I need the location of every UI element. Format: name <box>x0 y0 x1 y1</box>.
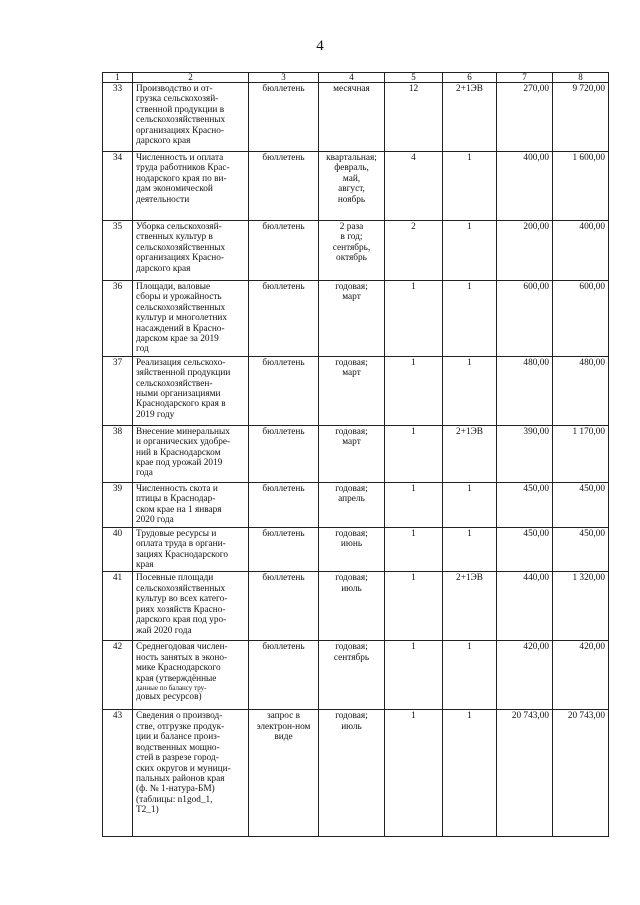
periodicity-cell-line: июль <box>341 721 362 732</box>
copies-cell: 1 <box>443 152 497 221</box>
price-cell: 200,00 <box>497 221 553 281</box>
header-cell: 6 <box>443 73 497 83</box>
publication-name-cell <box>133 152 249 221</box>
publication-name-cell-line: года <box>136 468 153 479</box>
table-row <box>103 425 609 482</box>
publication-type-cell: бюллетень <box>249 482 319 527</box>
header-cell: 5 <box>385 73 443 83</box>
publication-name-cell-line: (ф. № 1-натура-БМ) <box>136 784 215 795</box>
total-cell: 600,00 <box>553 281 609 357</box>
publication-type-cell: бюллетень <box>249 152 319 221</box>
row-number-cell: 40 <box>103 527 133 572</box>
publication-name-cell-line: ными организациями <box>136 389 221 400</box>
publication-type-cell: бюллетень <box>249 221 319 281</box>
periodicity-cell-line: май, <box>342 173 361 184</box>
publication-name-cell-line: 2019 году <box>136 409 175 420</box>
row-number-cell: 42 <box>103 641 133 710</box>
row-number-cell: 39 <box>103 482 133 527</box>
quantity-cell: 1 <box>385 527 443 572</box>
publication-name-cell <box>133 572 249 641</box>
publication-name-cell-line: культур и многолетних <box>136 313 228 324</box>
row-number-cell: 37 <box>103 356 133 425</box>
publication-name-cell-line: ственных культур в <box>136 232 213 243</box>
publication-name-cell-line: ции и балансе произ- <box>136 732 220 743</box>
copies-cell: 1 <box>443 281 497 357</box>
publication-name-cell-line: дарского края под уро- <box>136 615 227 626</box>
publication-name-cell-line: Внесение минеральных <box>136 426 230 437</box>
publication-name-cell-line: края (утверждённые <box>136 673 217 684</box>
publication-name-cell-line: Сведения о производ- <box>136 711 223 722</box>
quantity-cell: 1 <box>385 356 443 425</box>
row-number-cell: 43 <box>103 710 133 837</box>
publication-name-cell-line: пальных районов края <box>136 773 225 784</box>
periodicity-cell-line: годовая; <box>335 573 368 584</box>
quantity-cell: 1 <box>385 572 443 641</box>
table-row <box>103 572 609 641</box>
publication-name-cell-line: зациях Краснодарского <box>136 549 229 560</box>
header-cell: 8 <box>553 73 609 83</box>
quantity-cell: 1 <box>385 641 443 710</box>
publication-name-cell <box>133 641 249 710</box>
periodicity-cell <box>319 221 385 281</box>
total-cell: 1 600,00 <box>553 152 609 221</box>
quantity-cell: 1 <box>385 425 443 482</box>
periodicity-cell-line: годовая; <box>335 642 368 653</box>
copies-cell: 2+1ЭВ <box>443 83 497 152</box>
periodicity-cell <box>319 356 385 425</box>
periodicity-cell <box>319 641 385 710</box>
price-cell: 480,00 <box>497 356 553 425</box>
periodicity-cell-line: годовая; <box>335 282 368 292</box>
periodicity-cell-line: октябрь <box>336 253 367 264</box>
periodicity-cell-line: июнь <box>340 539 363 550</box>
publication-name-cell-line: Численность и оплата <box>136 153 224 163</box>
publication-type-cell: бюллетень <box>249 641 319 710</box>
table-row <box>103 221 609 281</box>
periodicity-cell-line: годовая; <box>335 357 368 368</box>
publication-name-cell-line: Численность скота и <box>136 483 218 494</box>
periodicity-cell-line: квартальная; <box>326 153 377 163</box>
periodicity-cell-line: годовая; <box>335 711 368 722</box>
publication-name-cell-line: год <box>136 344 149 355</box>
header-cell: 3 <box>249 73 319 83</box>
publication-name-cell-line: организациях Красно- <box>136 125 225 136</box>
periodicity-cell <box>319 83 385 152</box>
publication-name-cell-line: жай 2020 года <box>136 625 192 636</box>
periodicity-cell-line: ноябрь <box>337 194 366 205</box>
periodicity-cell-line: август, <box>338 184 365 195</box>
periodicity-cell-line: в год; <box>340 232 363 243</box>
publication-name-cell <box>133 221 249 281</box>
publication-name-cell-line: T2_1) <box>136 805 159 816</box>
publication-name-cell-line: оплата труда в органи- <box>136 539 226 550</box>
total-cell: 480,00 <box>553 356 609 425</box>
publication-name-cell-line: дарского края <box>136 136 191 147</box>
publication-name-cell <box>133 425 249 482</box>
publication-name-cell <box>133 356 249 425</box>
quantity-cell: 1 <box>385 482 443 527</box>
copies-cell: 2+1ЭВ <box>443 572 497 641</box>
periodicity-cell <box>319 710 385 837</box>
copies-cell: 1 <box>443 221 497 281</box>
periodicity-cell-line: июль <box>341 583 362 594</box>
periodicity-cell-line: март <box>342 292 361 303</box>
publication-name-cell-line: насаждений в Красно- <box>136 323 225 334</box>
price-cell: 450,00 <box>497 527 553 572</box>
table-row <box>103 152 609 221</box>
publication-name-cell <box>133 710 249 837</box>
publication-name-cell-line: Уборка сельскохозяй- <box>136 222 222 232</box>
copies-cell: 2+1ЭВ <box>443 425 497 482</box>
publication-name-cell-line: ских округов и муници- <box>136 763 231 774</box>
total-cell: 1 320,00 <box>553 572 609 641</box>
publication-name-cell-line: грузка сельскохозяй- <box>136 94 219 105</box>
table-row <box>103 83 609 152</box>
publication-type-cell: бюллетень <box>249 425 319 482</box>
header-cell: 2 <box>133 73 249 83</box>
periodicity-cell <box>319 425 385 482</box>
table-row <box>103 482 609 527</box>
publication-name-cell-line: дарском крае за 2019 <box>136 334 219 345</box>
publication-name-cell-line: деятельности <box>136 194 190 205</box>
publication-type-cell: бюллетень <box>249 527 319 572</box>
price-cell: 20 743,00 <box>497 710 553 837</box>
periodicity-cell-line: месячная <box>333 84 370 94</box>
publication-name-cell-line: труда работников Крас- <box>136 163 230 174</box>
total-cell: 9 720,00 <box>553 83 609 152</box>
copies-cell: 1 <box>443 527 497 572</box>
publication-name-cell-line: крае под урожай 2019 <box>136 458 223 469</box>
publication-name-cell-line: данные по балансу тру- <box>136 684 207 693</box>
publication-type-cell: запрос в электрон-ном виде <box>249 710 319 837</box>
publication-type-cell: бюллетень <box>249 281 319 357</box>
total-cell: 420,00 <box>553 641 609 710</box>
periodicity-cell-line: годовая; <box>335 528 368 539</box>
price-cell: 390,00 <box>497 425 553 482</box>
publication-name-cell-line: организациях Красно- <box>136 253 225 264</box>
periodicity-cell <box>319 527 385 572</box>
publication-name-cell-line: мике Краснодарского <box>136 663 221 674</box>
page-number: 4 <box>316 38 324 54</box>
publication-name-cell-line: сборы и урожайность <box>136 292 222 303</box>
periodicity-cell <box>319 152 385 221</box>
periodicity-cell-line: 2 раза <box>339 222 364 232</box>
publication-name-cell-line: Производство и от- <box>136 84 213 94</box>
table-row <box>103 710 609 837</box>
copies-cell: 1 <box>443 710 497 837</box>
table-row <box>103 527 609 572</box>
publication-type-cell: бюллетень <box>249 572 319 641</box>
publication-name-cell-line: Площади, валовые <box>136 282 211 292</box>
publication-name-cell-line: Среднегодовая числен- <box>136 642 228 653</box>
header-cell: 7 <box>497 73 553 83</box>
copies-cell: 1 <box>443 641 497 710</box>
row-number-cell: 36 <box>103 281 133 357</box>
publication-name-cell-line: водственных мощно- <box>136 742 220 753</box>
periodicity-cell-line: сентябрь, <box>332 242 371 253</box>
price-cell: 420,00 <box>497 641 553 710</box>
row-number-cell: 34 <box>103 152 133 221</box>
publication-name-cell-line: Посевные площади <box>136 573 214 584</box>
price-cell: 450,00 <box>497 482 553 527</box>
publication-name-cell-line: сельскохозяйственных <box>136 302 226 313</box>
publication-name-cell <box>133 281 249 357</box>
publication-name-cell-line: и органических удобре- <box>136 437 231 448</box>
publication-name-cell-line: зяйственной продукции <box>136 368 231 379</box>
publication-name-cell-line: птицы в Краснодар- <box>136 494 216 505</box>
price-cell: 440,00 <box>497 572 553 641</box>
publication-name-cell-line: Реализация сельскохо- <box>136 357 226 368</box>
publication-name-cell-line: края <box>136 560 154 571</box>
publication-name-cell-line: культур во всех катего- <box>136 594 228 605</box>
price-cell: 270,00 <box>497 83 553 152</box>
publication-name-cell-line: дарского края <box>136 263 191 274</box>
periodicity-cell-line: годовая; <box>335 426 368 437</box>
row-number-cell: 41 <box>103 572 133 641</box>
publication-name-cell-line: Трудовые ресурсы и <box>136 528 217 539</box>
table-row <box>103 356 609 425</box>
table-header-row <box>103 73 609 83</box>
publication-name-cell <box>133 527 249 572</box>
publication-name-cell-line: сельскохозяйственных <box>136 583 226 594</box>
row-number-cell: 38 <box>103 425 133 482</box>
periodicity-cell <box>319 482 385 527</box>
publication-name-cell-line: стей в разрезе город- <box>136 753 219 764</box>
publication-name-cell-line: сельскохозяйственных <box>136 242 226 253</box>
quantity-cell: 1 <box>385 281 443 357</box>
publication-name-cell-line: ственной продукции в <box>136 104 225 115</box>
periodicity-cell <box>319 281 385 357</box>
periodicity-cell-line: годовая; <box>335 483 368 494</box>
publication-name-cell-line: (таблицы: n1god_1, <box>136 794 213 805</box>
publication-name-cell-line: ском крае на 1 января <box>136 504 222 515</box>
row-number-cell: 35 <box>103 221 133 281</box>
total-cell: 400,00 <box>553 221 609 281</box>
periodicity-cell-line: апрель <box>338 494 365 505</box>
publication-name-cell-line: ний в Краснодарском <box>136 447 221 458</box>
price-cell: 400,00 <box>497 152 553 221</box>
publication-type-cell: бюллетень <box>249 356 319 425</box>
publication-name-cell-line: Краснодарского края в <box>136 399 226 410</box>
periodicity-cell-line: февраль, <box>334 163 369 174</box>
quantity-cell: 2 <box>385 221 443 281</box>
publication-name-cell <box>133 482 249 527</box>
periodicity-cell <box>319 572 385 641</box>
periodicity-cell-line: март <box>342 437 361 448</box>
publication-name-cell-line: ность занятых в эконо- <box>136 652 228 663</box>
publication-name-cell-line: риях хозяйств Красно- <box>136 604 226 615</box>
publications-table <box>102 72 609 837</box>
publication-name-cell-line: сельскохозяйствен- <box>136 378 213 389</box>
periodicity-cell-line: сентябрь <box>333 652 370 663</box>
total-cell: 20 743,00 <box>553 710 609 837</box>
publication-name-cell-line: 2020 года <box>136 515 174 526</box>
table-row <box>103 281 609 357</box>
periodicity-cell-line: март <box>342 368 361 379</box>
publication-name-cell-line: дам экономической <box>136 184 213 195</box>
quantity-cell: 12 <box>385 83 443 152</box>
publication-name-cell-line: довых ресурсов) <box>136 692 202 703</box>
quantity-cell: 1 <box>385 710 443 837</box>
publication-type-cell: бюллетень <box>249 83 319 152</box>
total-cell: 450,00 <box>553 527 609 572</box>
table-row <box>103 641 609 710</box>
publication-name-cell-line: нодарского края по ви- <box>136 173 227 184</box>
copies-cell: 1 <box>443 482 497 527</box>
publication-name-cell-line: сельскохозяйственных <box>136 115 226 126</box>
price-cell: 600,00 <box>497 281 553 357</box>
header-cell: 1 <box>103 73 133 83</box>
publication-name-cell-line: стве, отгрузке продук- <box>136 721 225 732</box>
total-cell: 450,00 <box>553 482 609 527</box>
copies-cell: 1 <box>443 356 497 425</box>
row-number-cell: 33 <box>103 83 133 152</box>
publication-name-cell <box>133 83 249 152</box>
quantity-cell: 4 <box>385 152 443 221</box>
header-cell: 4 <box>319 73 385 83</box>
total-cell: 1 170,00 <box>553 425 609 482</box>
